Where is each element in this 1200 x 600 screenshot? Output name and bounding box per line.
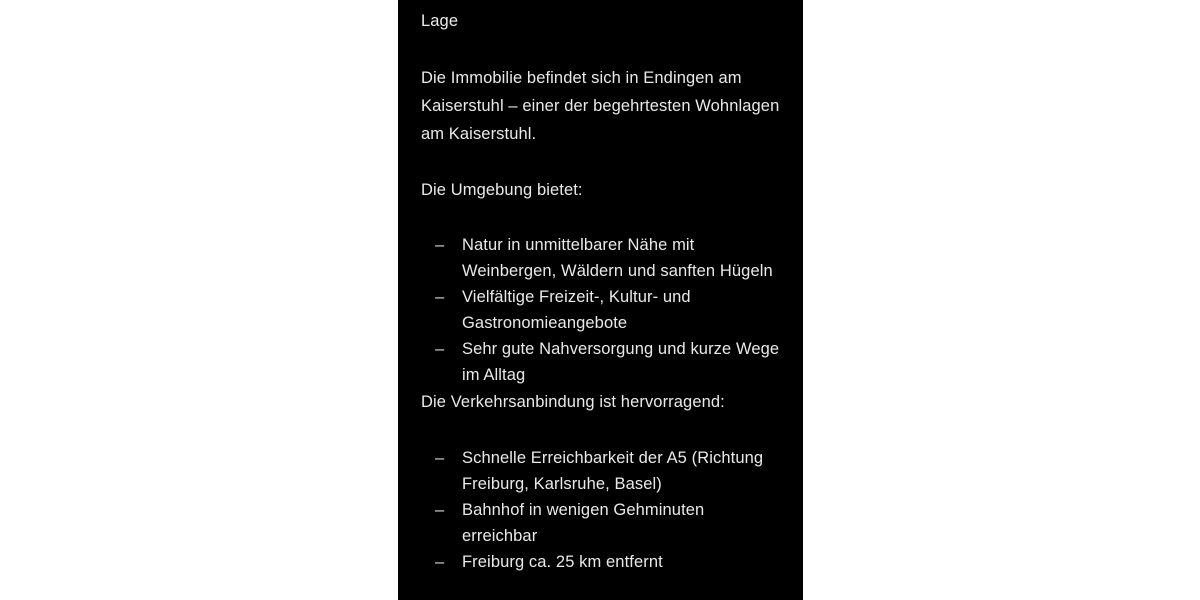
intro-paragraph: Die Immobilie befindet sich in Endingen am Kaiserstuhl – einer der begehrtesten Wohnlagen am Kaiserstuhl. (421, 69, 780, 143)
list-item-label: Schnelle Erreichbarkeit der A5 (Richtung Freiburg, Karlsruhe, Basel) (462, 449, 764, 493)
list-item (421, 232, 781, 284)
panel-content (398, 0, 803, 575)
offers-intro-paragraph: Die Umgebung bietet: (421, 181, 583, 199)
list-item-label: Vielfältige Freizeit-, Kultur- und Gastronomieangebote (462, 288, 691, 332)
list-item-label: Freiburg ca. 25 km entfernt (462, 553, 663, 571)
traffic-intro-paragraph: Die Verkehrsanbindung ist hervorragend: (421, 393, 725, 411)
offers-list (421, 204, 781, 388)
dash-bullet-icon: – (435, 501, 445, 519)
list-item (421, 497, 781, 549)
dash-bullet-icon: – (435, 340, 445, 358)
list-item (421, 284, 781, 336)
dash-bullet-icon: – (435, 449, 445, 467)
list-item-label: Natur in unmittelbarer Nähe mit Weinbergen, Wäldern und sanften Hügeln (462, 236, 773, 280)
list-item-label: Bahnhof in wenigen Gehminuten erreichbar (462, 501, 705, 545)
listing-description-panel (398, 0, 803, 600)
dash-bullet-icon: – (435, 553, 445, 571)
list-item (421, 336, 781, 388)
dash-bullet-icon: – (435, 288, 445, 306)
list-item (421, 549, 781, 575)
dash-bullet-icon: – (435, 236, 445, 254)
list-item (421, 445, 781, 497)
traffic-list (421, 416, 781, 575)
list-item-label: Sehr gute Nahversorgung und kurze Wege im Alltag (462, 340, 780, 384)
page-title: Lage (421, 12, 459, 30)
